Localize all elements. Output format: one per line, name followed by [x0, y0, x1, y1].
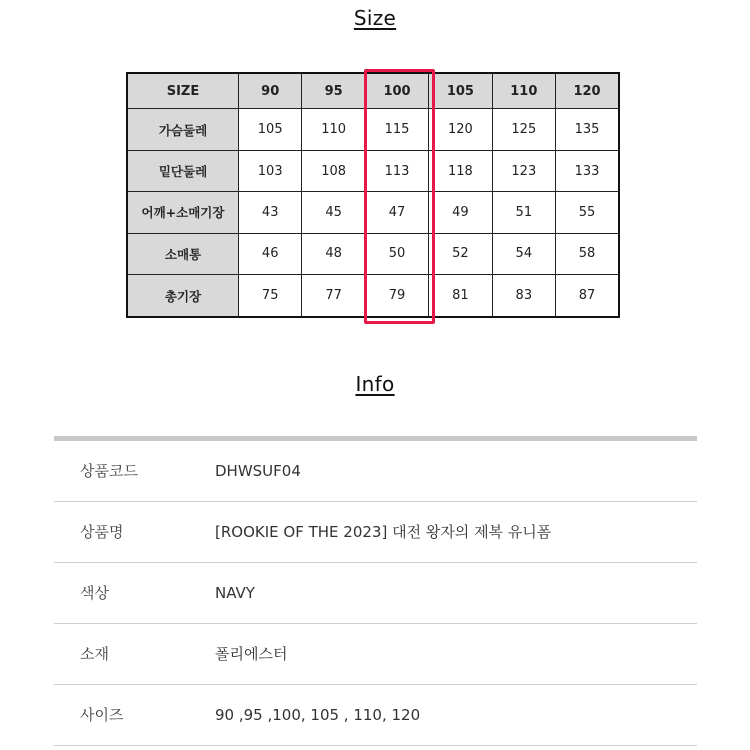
table-cell: 46	[239, 233, 302, 274]
info-value: 폴리에스터	[215, 645, 288, 663]
size-section-title: Size	[353, 6, 397, 30]
info-value: [ROOKIE OF THE 2023] 대전 왕자의 제복 유니폼	[215, 523, 552, 541]
table-cell: 135	[556, 109, 619, 150]
table-row	[127, 150, 619, 191]
info-label: 소재	[80, 645, 109, 663]
table-cell: 118	[429, 150, 492, 191]
info-value: 90 ,95 ,100, 105 , 110, 120	[215, 706, 421, 724]
table-cell: 83	[492, 275, 555, 318]
info-label: 상품명	[80, 523, 124, 541]
table-cell: 52	[429, 233, 492, 274]
table-cell: 43	[239, 192, 302, 233]
info-label: 상품코드	[80, 462, 138, 480]
header-cell: 110	[492, 73, 555, 109]
table-cell: 50	[365, 233, 428, 274]
table-cell: 115	[365, 109, 428, 150]
header-cell: 95	[302, 73, 365, 109]
header-cell: 100	[365, 73, 428, 109]
table-cell: 48	[302, 233, 365, 274]
info-label: 사이즈	[80, 706, 124, 724]
table-cell: 51	[492, 192, 555, 233]
table-cell: 77	[302, 275, 365, 318]
table-cell: 47	[365, 192, 428, 233]
table-cell: 110	[302, 109, 365, 150]
table-cell: 45	[302, 192, 365, 233]
table-cell: 125	[492, 109, 555, 150]
table-cell: 108	[302, 150, 365, 191]
table-cell: 79	[365, 275, 428, 318]
info-row-sizes	[54, 685, 697, 746]
table-cell: 120	[429, 109, 492, 150]
row-label: 어깨+소매기장	[127, 192, 239, 233]
header-cell: 120	[556, 73, 619, 109]
table-cell: 133	[556, 150, 619, 191]
table-row	[127, 233, 619, 274]
table-cell: 55	[556, 192, 619, 233]
info-label: 색상	[80, 584, 109, 602]
row-label: 밑단둘레	[127, 150, 239, 191]
table-row	[127, 109, 619, 150]
table-cell: 87	[556, 275, 619, 318]
table-cell: 54	[492, 233, 555, 274]
info-row-product-name	[54, 502, 697, 563]
table-cell: 123	[492, 150, 555, 191]
table-cell: 75	[239, 275, 302, 318]
info-section-title: Info	[355, 372, 395, 396]
info-value: DHWSUF04	[215, 462, 301, 480]
info-row-color	[54, 563, 697, 624]
table-cell: 49	[429, 192, 492, 233]
table-row	[127, 275, 619, 318]
table-cell: 58	[556, 233, 619, 274]
table-cell: 103	[239, 150, 302, 191]
table-row	[127, 192, 619, 233]
info-value: NAVY	[215, 584, 255, 602]
table-cell: 113	[365, 150, 428, 191]
info-row-product-code	[54, 441, 697, 502]
row-label: 소매통	[127, 233, 239, 274]
size-table	[126, 72, 620, 318]
header-cell: 90	[239, 73, 302, 109]
size-header-row	[127, 73, 619, 109]
info-row-material	[54, 624, 697, 685]
size-chart	[126, 72, 620, 318]
table-cell: 81	[429, 275, 492, 318]
header-cell: 105	[429, 73, 492, 109]
table-cell: 105	[239, 109, 302, 150]
header-cell: SIZE	[127, 73, 239, 109]
row-label: 가슴둘레	[127, 109, 239, 150]
row-label: 총기장	[127, 275, 239, 318]
